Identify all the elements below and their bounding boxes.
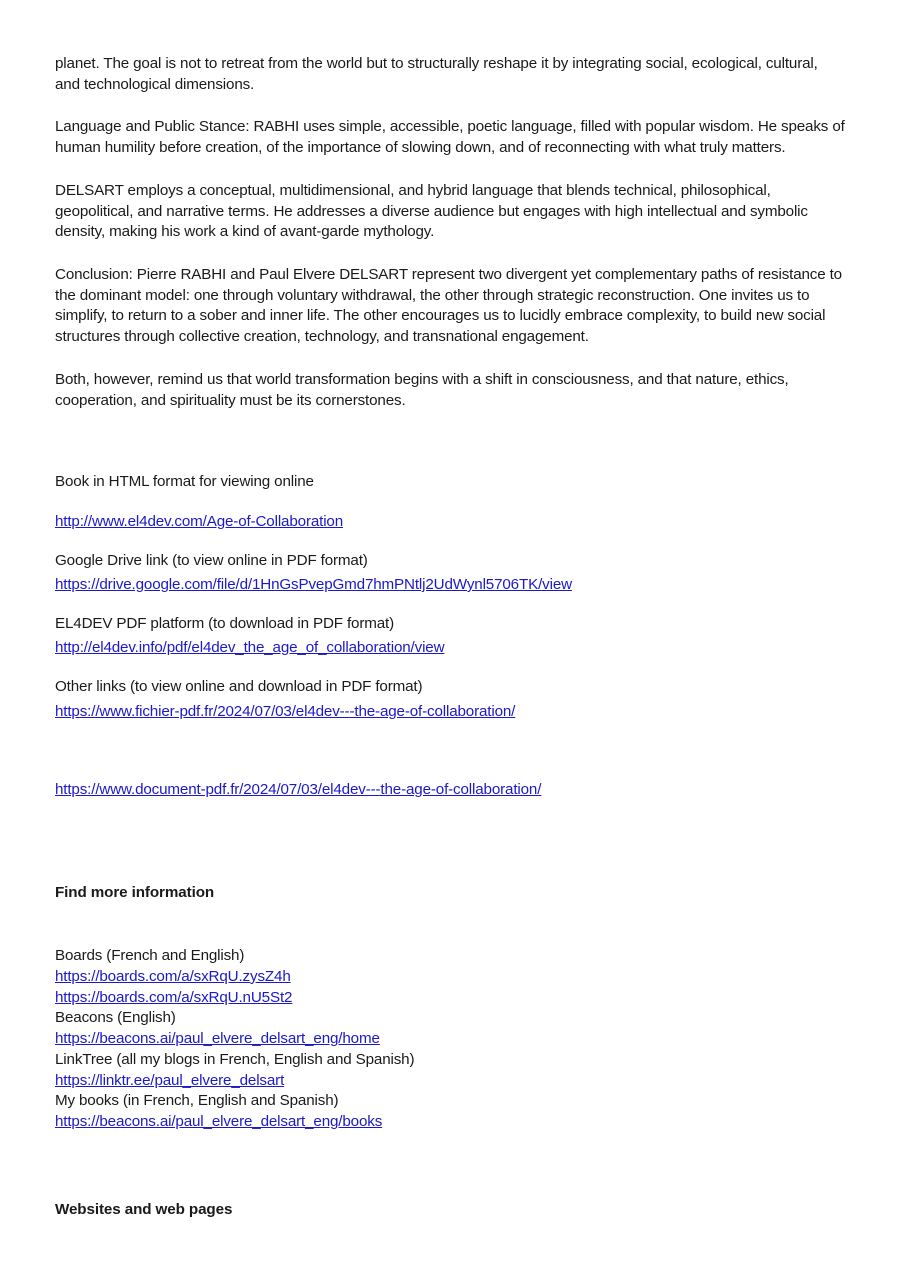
paragraph-line: density, making his work a kind of avant-garde mythology.	[55, 223, 435, 241]
paragraph-line: cooperation, and spirituality must be its cornerstones.	[55, 391, 406, 409]
linktree-link[interactable]: https://linktr.ee/paul_elvere_delsart	[55, 1071, 285, 1089]
el4dev-pdf-label: EL4DEV PDF platform (to download in PDF format)	[55, 615, 395, 632]
book-html-label: Book in HTML format for viewing online	[55, 473, 314, 490]
el4dev-pdf-link[interactable]: http://el4dev.info/pdf/el4dev_the_age_of_collaboration/view	[55, 639, 445, 656]
paragraph-goal	[55, 54, 818, 95]
boards-link-1[interactable]: https://boards.com/a/sxRqU.zysZ4h	[55, 967, 291, 985]
other-links-label: Other links (to view online and download in PDF format)	[55, 678, 423, 695]
beacons-label: Beacons (English)	[55, 1009, 176, 1027]
find-more-heading: Find more information	[55, 884, 215, 901]
boards-label: Boards (French and English)	[55, 947, 245, 964]
paragraph-line: simplify, to return to a sober and inner life. The other encourages us to lucidly embrace complexity, to build new social	[55, 307, 826, 325]
boards-link-2[interactable]: https://boards.com/a/sxRqU.nU5St2	[55, 988, 293, 1006]
paragraph-line: Both, however, remind us that world transformation begins with a shift in consciousness, and that nature, ethics,	[55, 371, 789, 388]
websites-heading: Websites and web pages	[55, 1201, 233, 1218]
google-drive-link[interactable]: https://drive.google.com/file/d/1HnGsPvepGmd7hmPNtlj2UdWynl5706TK/view	[55, 576, 572, 593]
my-books-label: My books (in French, English and Spanish)	[55, 1092, 339, 1110]
info-links-list	[55, 946, 414, 1133]
paragraph-conclusion	[55, 265, 842, 348]
book-html-link[interactable]: http://www.el4dev.com/Age-of-Collaboration	[55, 513, 344, 530]
paragraph-line: the dominant model: one through voluntary withdrawal, the other through strategic reconstruction. One invites us to	[55, 286, 810, 304]
linktree-label: LinkTree (all my blogs in French, English and Spanish)	[55, 1050, 415, 1068]
fichier-pdf-link[interactable]: https://www.fichier-pdf.fr/2024/07/03/el4dev---the-age-of-collaboration/	[55, 703, 516, 720]
paragraph-line: structures through collective creation, technology, and transnational engagement.	[55, 328, 589, 346]
my-books-link[interactable]: https://beacons.ai/paul_elvere_delsart_eng/books	[55, 1113, 383, 1130]
paragraph-line: Conclusion: Pierre RABHI and Paul Elvere DELSART represent two divergent yet complementary paths of resistance to	[55, 266, 842, 283]
paragraph-language-delsart	[55, 181, 808, 243]
paragraph-line: geopolitical, and narrative terms. He addresses a diverse audience but engages with high intellectual and symbolic	[55, 202, 808, 220]
paragraph-language-rabhi	[55, 117, 845, 158]
google-drive-label: Google Drive link (to view online in PDF format)	[55, 552, 368, 569]
paragraph-line: planet. The goal is not to retreat from the world but to structurally reshape it by integrating social, ecological, cultural,	[55, 55, 818, 72]
document-pdf-link[interactable]: https://www.document-pdf.fr/2024/07/03/el4dev---the-age-of-collaboration/	[55, 781, 542, 798]
paragraph-line: Language and Public Stance: RABHI uses simple, accessible, poetic language, filled with popular wisdom. He speaks of	[55, 118, 845, 135]
beacons-link[interactable]: https://beacons.ai/paul_elvere_delsart_eng/home	[55, 1030, 380, 1047]
paragraph-line: human humility before creation, of the importance of slowing down, and of reconnecting with what truly matters.	[55, 138, 786, 156]
paragraph-line: and technological dimensions.	[55, 75, 255, 93]
paragraph-both	[55, 370, 789, 411]
paragraph-line: DELSART employs a conceptual, multidimensional, and hybrid language that blends technical, philosophical,	[55, 182, 771, 199]
